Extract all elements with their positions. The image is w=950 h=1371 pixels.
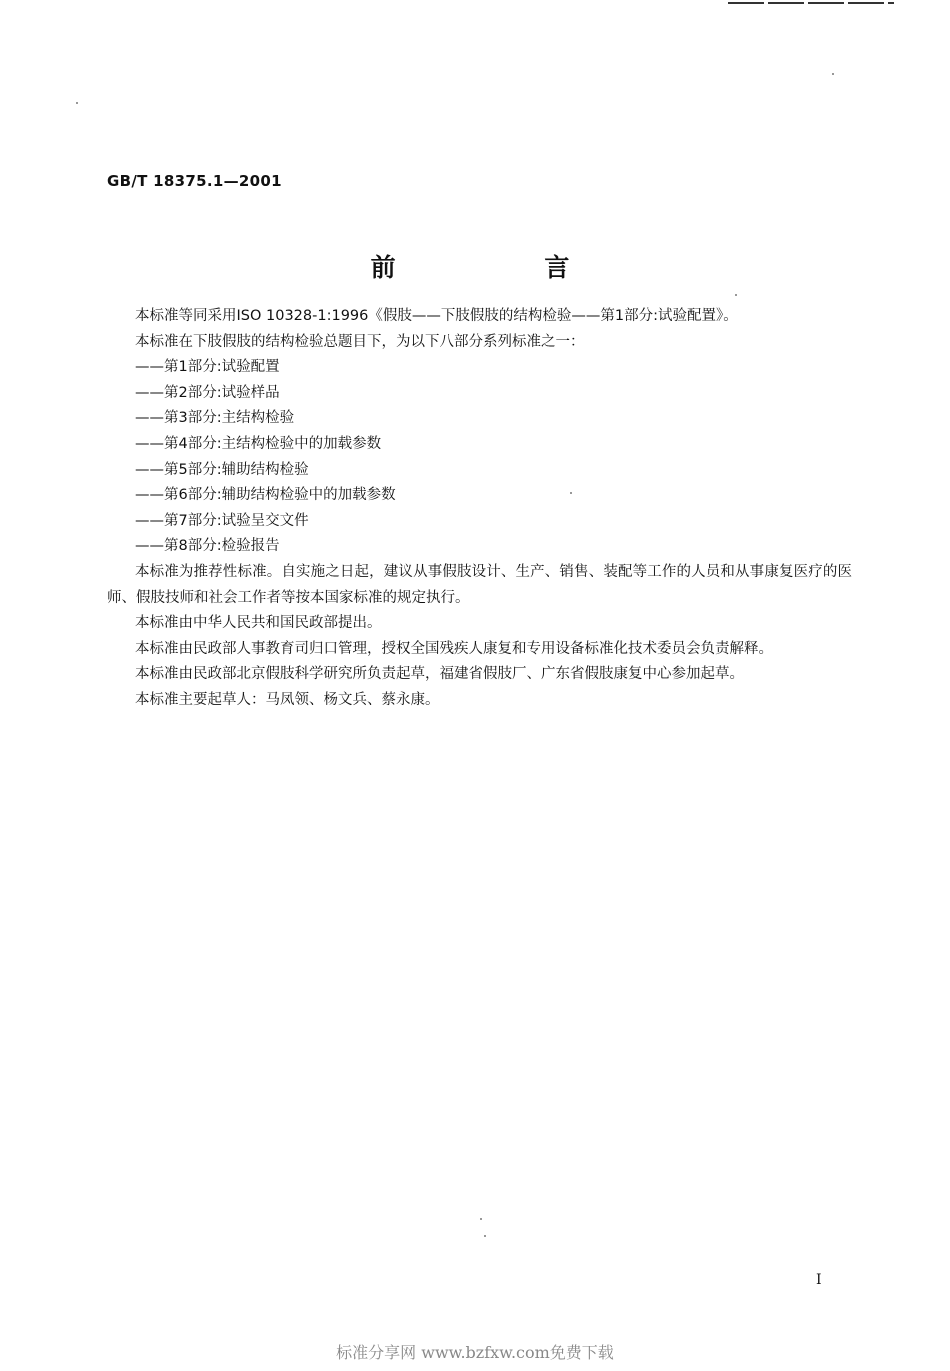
scan-speck [480, 1218, 482, 1220]
intro-paragraph: 本标准在下肢假肢的结构检验总题目下，为以下八部分系列标准之一： [135, 333, 585, 350]
closing-paragraph: 本标准由民政部北京假肢科学研究所负责起草，福建省假肢厂、广东省假肢康复中心参加起草。 [135, 666, 744, 683]
closing-paragraph: 本标准由民政部人事教育司归口管理，授权全国残疾人康复和专用设备标准化技术委员会负责解释。 [135, 640, 773, 657]
part-list-item: ——第3部分:主结构检验 [135, 410, 295, 427]
intro-paragraph: 本标准等同采用ISO 10328-1:1996《假肢——下肢假肢的结构检验——第1部分:试验配置》。 [135, 308, 738, 324]
scan-speck [76, 102, 78, 104]
part-list-item: ——第6部分:辅助结构检验中的加载参数 [135, 487, 396, 504]
scan-speck [735, 294, 737, 296]
page-number: I [816, 1272, 822, 1288]
watermark-text: 标准分享网 www.bzfxw.com免费下载 [336, 1343, 614, 1362]
part-list-item: ——第7部分:试验呈交文件 [135, 512, 309, 529]
part-list-item: ——第8部分:检验报告 [135, 538, 280, 555]
part-list-item: ——第1部分:试验配置 [135, 359, 280, 376]
scan-speck [832, 73, 834, 75]
scan-speck [484, 1235, 486, 1237]
closing-paragraph: 本标准由中华人民共和国民政部提出。 [135, 615, 382, 632]
part-list-item: ——第5部分:辅助结构检验 [135, 461, 309, 478]
closing-paragraph: 本标准为推荐性标准。自实施之日起，建议从事假肢设计、生产、销售、装配等工作的人员和从事康复医疗的医师、假肢技师和社会工作者等按本国家标准的规定执行。 [107, 563, 852, 606]
page-title: 前 言 [370, 253, 640, 282]
closing-paragraph: 本标准主要起草人：马凤领、杨文兵、蔡永康。 [135, 691, 440, 708]
document-body [107, 304, 852, 714]
top-rule [728, 2, 894, 4]
part-list-item: ——第2部分:试验样品 [135, 384, 280, 401]
standard-code: GB/T 18375.1—2001 [107, 172, 282, 190]
part-list-item: ——第4部分:主结构检验中的加载参数 [135, 435, 382, 452]
